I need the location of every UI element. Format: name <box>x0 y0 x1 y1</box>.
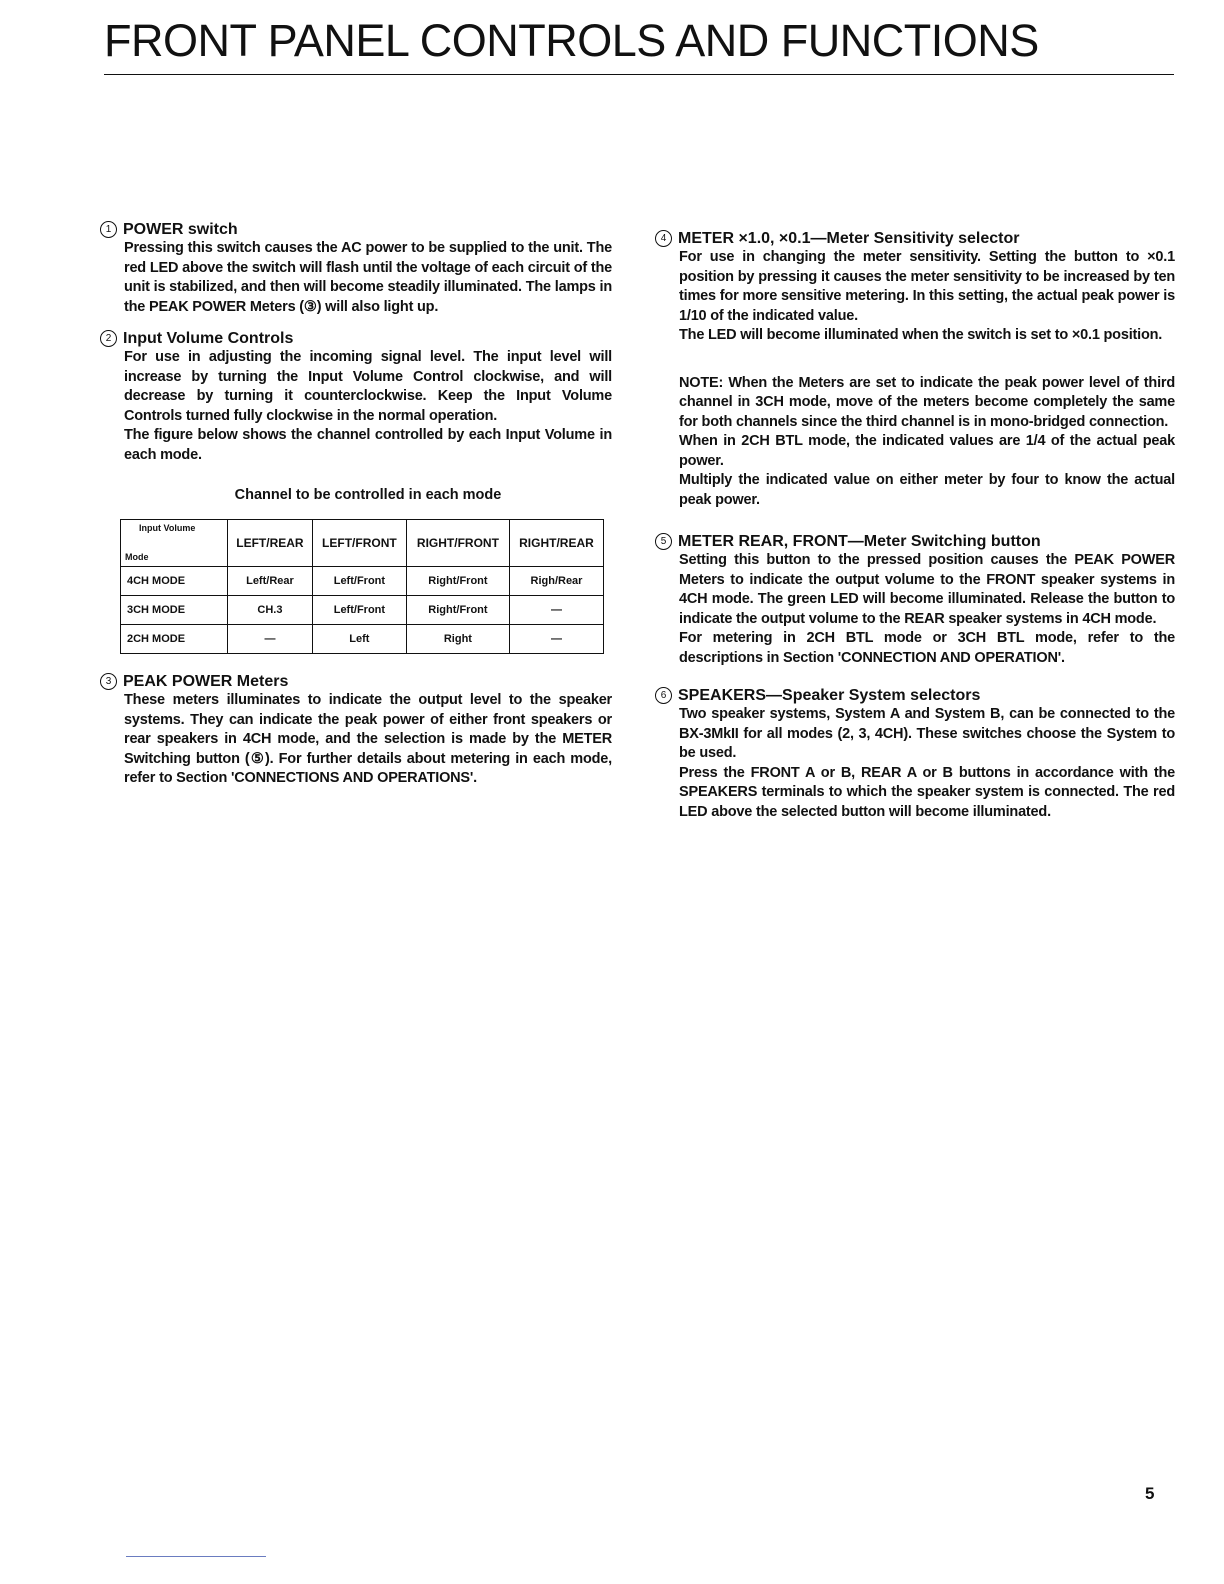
heading-text: METER ×1.0, ×0.1—Meter Sensitivity selector <box>678 230 1020 247</box>
channel-mode-table <box>120 519 604 654</box>
table-cell: Right/Front <box>406 567 509 596</box>
left-column <box>100 220 612 801</box>
section-body <box>679 551 1175 668</box>
column-header: LEFT/REAR <box>228 520 313 567</box>
column-header: RIGHT/REAR <box>509 520 603 567</box>
table-cell: Righ/Rear <box>509 567 603 596</box>
corner-label-input-volume: Input Volume <box>139 523 196 533</box>
heading-text: POWER switch <box>123 221 238 238</box>
table-cell: Left <box>312 625 406 654</box>
paragraph: The LED will become illuminated when the switch is set to ×0.1 position. <box>679 327 1163 343</box>
section-meter-switching <box>655 532 1175 668</box>
table-cell: Left/Rear <box>228 567 313 596</box>
paragraph: Setting this button to the pressed position causes the PEAK POWER Meters to indicate the output volume to the FRONT speaker systems in 4CH mode. The green LED will become illuminated. Release the button to indicate the output volume to the REAR speaker systems in 4CH mode. <box>679 552 1175 627</box>
footer-rule <box>126 1556 266 1557</box>
row-header: 2CH MODE <box>121 625 228 654</box>
paragraph: Two speaker systems, System A and System B, can be connected to the BX-3MkII for all modes (2, 3, 4CH). These switches choose the System to be used. <box>679 706 1175 761</box>
table-cell: Left/Front <box>312 567 406 596</box>
paragraph: Press the FRONT A or B, REAR A or B buttons in accordance with the SPEAKERS terminals to which the speaker system is connected. The red LED above the selected button will become illuminated. <box>679 764 1175 820</box>
heading-text: PEAK POWER Meters <box>123 673 289 690</box>
section-heading <box>655 229 1175 248</box>
section-input-volume <box>100 329 612 465</box>
section-body <box>679 248 1175 346</box>
table-cell: — <box>509 625 603 654</box>
note-block <box>679 374 1175 511</box>
row-header: 3CH MODE <box>121 596 228 625</box>
heading-text: Input Volume Controls <box>123 330 294 347</box>
right-column <box>655 229 1175 834</box>
section-body <box>124 691 612 789</box>
page-title: FRONT PANEL CONTROLS AND FUNCTIONS <box>104 15 1039 66</box>
section-power-switch <box>100 220 612 317</box>
section-speakers <box>655 686 1175 822</box>
title-rule <box>104 74 1174 75</box>
column-header: RIGHT/FRONT <box>406 520 509 567</box>
section-heading <box>655 532 1175 551</box>
table-row <box>121 625 604 654</box>
table-corner-cell <box>121 520 228 567</box>
corner-label-mode: Mode <box>125 552 149 562</box>
paragraph: For metering in 2CH BTL mode or 3CH BTL mode, refer to the descriptions in Section 'CONNECTION AND OPERATION'. <box>679 630 1175 666</box>
circled-number-icon: 5 <box>655 533 672 550</box>
column-header: LEFT/FRONT <box>312 520 406 567</box>
table-cell: CH.3 <box>228 596 313 625</box>
paragraph: For use in changing the meter sensitivity. Setting the button to ×0.1 position by pressing it causes the meter sensitivity to be increased by ten times for more sensitive metering. In this setting, the actual peak power is 1/10 of the indicated value. <box>679 249 1175 324</box>
section-heading <box>100 329 612 348</box>
section-heading <box>655 686 1175 705</box>
page-number: 5 <box>1145 1484 1155 1503</box>
table-cell: Right/Front <box>406 596 509 625</box>
circled-number-icon: 4 <box>655 230 672 247</box>
circled-number-icon: 3 <box>100 673 117 690</box>
section-peak-power-meters <box>100 672 612 789</box>
paragraph: These meters illuminates to indicate the output level to the speaker systems. They can indicate the peak power of either front speakers or rear speakers in 4CH mode, and the selection is made by the METER Switching button (⑤). For further details about metering in each mode, refer to Section 'CONNECTIONS AND OPERATIONS'. <box>124 692 612 786</box>
table-row <box>121 567 604 596</box>
heading-text: METER REAR, FRONT—Meter Switching button <box>678 533 1041 550</box>
section-body <box>124 239 612 317</box>
section-meter-sensitivity <box>655 229 1175 346</box>
paragraph: For use in adjusting the incoming signal level. The input level will increase by turning the Input Volume Control clockwise, and will decrease by turning it counterclockwise. Keep the Input Volume Controls turned fully clockwise in the normal operation. <box>124 349 612 424</box>
table-row <box>121 596 604 625</box>
table-cell: Left/Front <box>312 596 406 625</box>
section-body <box>679 705 1175 822</box>
section-body <box>124 348 612 465</box>
circled-number-icon: 1 <box>100 221 117 238</box>
paragraph: The figure below shows the channel controlled by each Input Volume in each mode. <box>124 427 612 463</box>
note-paragraph: Multiply the indicated value on either meter by four to know the actual peak power. <box>679 472 1175 508</box>
note-paragraph: NOTE: When the Meters are set to indicate the peak power level of third channel in 3CH mode, move of the meters become completely the same for both channels since the third channel is in mono-bridged connection. <box>679 374 1175 430</box>
table-header-row <box>121 520 604 567</box>
note-paragraph: When in 2CH BTL mode, the indicated values are 1/4 of the actual peak power. <box>679 433 1175 469</box>
table-cell: — <box>509 596 603 625</box>
circled-number-icon: 2 <box>100 330 117 347</box>
table-cell: — <box>228 625 313 654</box>
section-heading <box>100 672 612 691</box>
heading-text: SPEAKERS—Speaker System selectors <box>678 687 981 704</box>
paragraph: Pressing this switch causes the AC power to be supplied to the unit. The red LED above the switch will flash until the voltage of each circuit of the unit is stabilized, and then will become steadily illuminated. The lamps in the PEAK POWER Meters (③) will also light up. <box>124 240 612 315</box>
section-heading <box>100 220 612 239</box>
table-caption: Channel to be controlled in each mode <box>234 487 502 503</box>
table-cell: Right <box>406 625 509 654</box>
circled-number-icon: 6 <box>655 687 672 704</box>
row-header: 4CH MODE <box>121 567 228 596</box>
